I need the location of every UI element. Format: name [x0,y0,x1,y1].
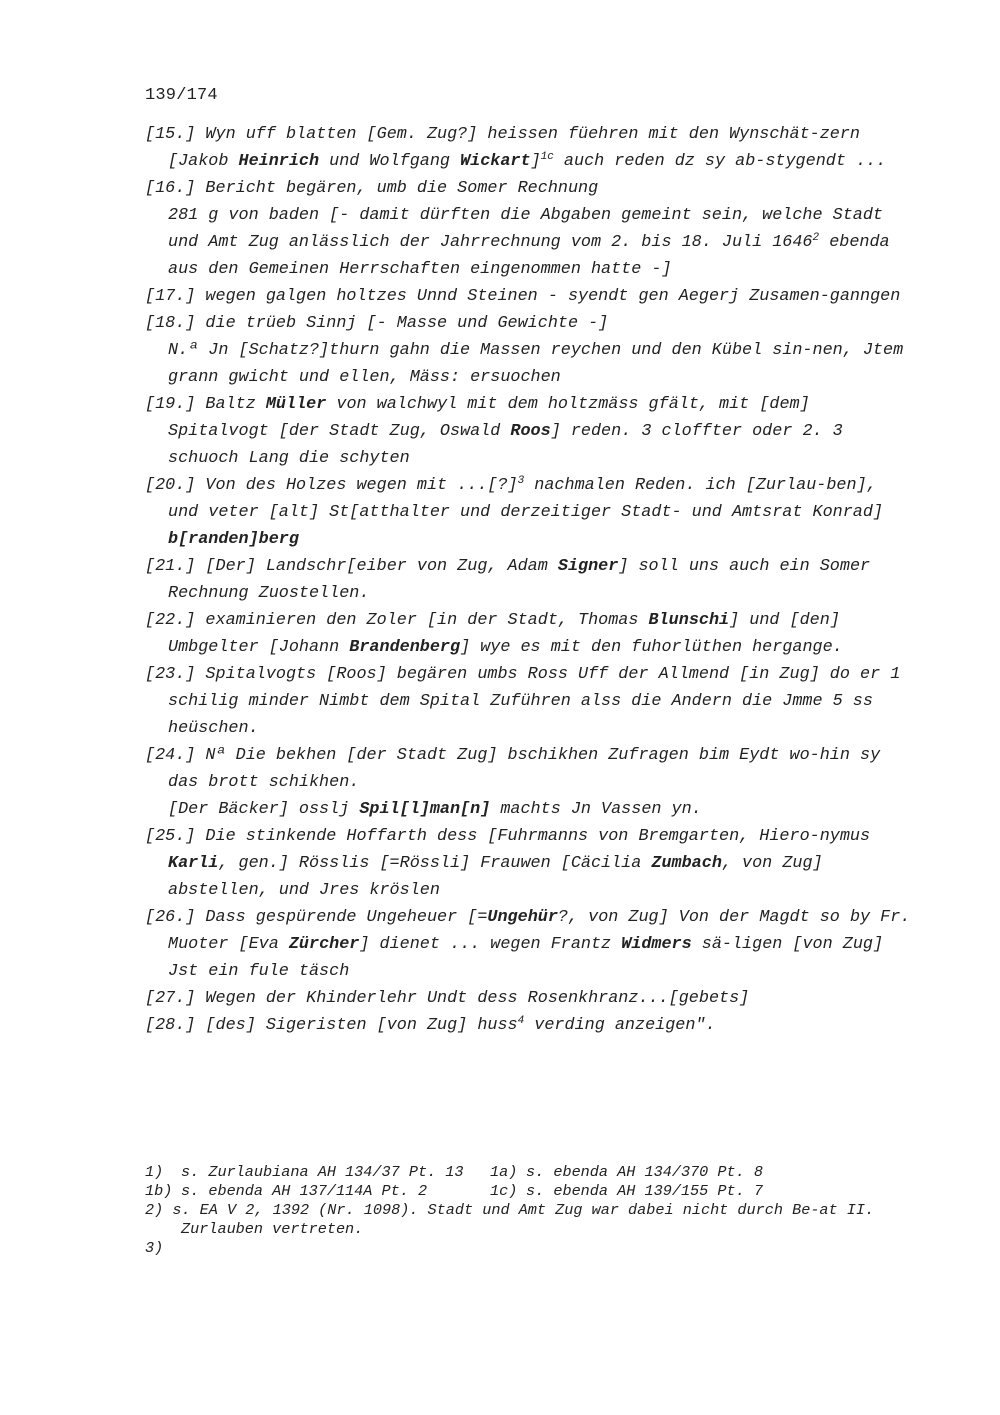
footnote-number: 1c) [490,1182,518,1200]
entry-text: [19.] Baltz [145,395,266,414]
entry-text: , von Zug] abstellen, und Jres kröslen [168,854,823,900]
entry-21 [145,553,915,607]
entry-text: ] [530,152,541,171]
entry-text: sä-ligen [von Zug] [691,935,884,954]
person-name: Blunschi [648,611,730,630]
person-name: Spil[l]man[n] [359,800,491,819]
person-name: Müller [265,395,327,414]
entry-text: ] und [den] Umbgelter [Johann [168,611,840,657]
footnote-text: s. Zurlaubiana AH 134/37 Pt. 13 [181,1163,464,1181]
footnote-text: s. ebenda AH 134/370 Pt. 8 [526,1163,763,1181]
entry-text: [22.] examinieren den Zoler [in der Stadt, Thomas [145,611,649,630]
entry-text: ] reden. 3 cloffter oder 2. 3 schuoch Lang die schyten [168,422,843,468]
entry-23 [145,661,915,742]
entry-18b [145,337,915,391]
footnote-2: 2) s. EA V 2, 1392 (Nr. 1098). Stadt und Amt Zug war dabei nicht durch Be-at II. Zurlauben vertreten. [145,1201,875,1238]
entry-27 [145,985,915,1012]
entry-text: [Der Bäcker] osslj [168,800,360,819]
document-body [145,121,915,1039]
entry-text: auch reden dz sy ab-stygendt ... [553,152,887,171]
entry-text: [18.] die trüeb Sinnj [- Masse und Gewichte -] [145,314,609,333]
entry-18 [145,310,915,337]
person-name: Signer [557,557,619,576]
person-name: Ungehür [487,908,558,927]
entry-text: machts Jn Vassen yn. [490,800,702,819]
entry-text: ebenda aus den Gemeinen Herrschaften eingenommen hatte -] [168,233,890,279]
person-name: b[randen]berg [168,530,299,549]
person-name: Brandenberg [349,638,461,657]
entry-25 [145,823,915,904]
entry-text: ?, von Zug] Von der Magdt so by Fr. Muoter [Eva [168,908,911,954]
entry-text: [15.] Wyn uff blatten [Gem. Zug?] heissen füehren mit den Wynschät-zern [Jakob [145,125,860,171]
person-name: Roos [510,422,551,441]
entry-text: [20.] Von des Holzes wegen mit ...[?] [145,476,518,495]
entry-22 [145,607,915,661]
entry-text: N.ª Jn [Schatz?]thurn gahn die Massen reychen und den Kübel sin-nen, Jtem grann gwicht und ellen, Mäss: ersuochen [168,341,904,387]
person-name: Zürcher [288,935,360,954]
entry-28 [145,1012,915,1039]
entry-text: [24.] Nª Die bekhen [der Stadt Zug] bschikhen Zufragen bim Eydt wo-hin sy das brott schikhen. [145,746,881,792]
entry-19 [145,391,915,472]
entry-text: [21.] [Der] Landschr[eiber von Zug, Adam [145,557,558,576]
footnote-row [145,1182,915,1201]
footnote-number: 1b) [145,1182,173,1200]
footnote-row [145,1163,915,1182]
footnote-ref: 2 [812,232,820,244]
entry-16b [145,202,915,283]
entry-text: verding anzeigen". [524,1016,716,1035]
entry-text: [16.] Bericht begären, umb die Somer Rechnung [145,179,599,198]
person-name: Zumbach [651,854,722,873]
entry-text: [17.] wegen galgen holtzes Unnd Steinen - syendt gen Aegerj Zusamen-ganngen [145,287,901,306]
person-name: Wickart [460,152,531,171]
entry-text: [26.] Dass gespürende Ungeheuer [= [145,908,488,927]
entry-text: [25.] Die stinkende Hoffarth dess [Fuhrmanns von Bremgarten, Hiero-nymus [145,827,871,846]
person-name: Karli [168,854,219,873]
entry-text: [23.] Spitalvogts [Roos] begären umbs Ross Uff der Allmend [in Zug] do er 1 schilig minder Nimbt dem Spital Zuführen alss die Andern die Jmme 5 ss heüschen. [145,665,901,738]
entry-text: nachmalen Reden. ich [Zurlau-ben], und veter [alt] St[atthalter und derzeitiger Stadt- und Amtsrat Konrad] [168,476,883,522]
person-name: Heinrich [238,152,320,171]
person-name: Widmers [621,935,692,954]
footnote-number: 1a) [490,1163,518,1181]
entry-20 [145,472,915,553]
entry-26 [145,904,915,958]
entry-text: Jst ein fule täsch [168,962,350,981]
footnote-ref: 1c [540,151,554,163]
footnote-ref: 4 [517,1015,525,1027]
entry-text: [27.] Wegen der Khinderlehr Undt dess Rosenkhranz...[gebets] [145,989,750,1008]
entry-text: 281 g von baden [- damit dürften die Abgaben gemeint sein, welche Stadt und Amt Zug anlässlich der Jahrrechnung vom 2. bis 18. Juli 1646 [168,206,883,252]
entry-17 [145,283,915,310]
entry-15 [145,121,915,175]
entry-26b [145,958,915,985]
entry-text: ] soll uns auch ein Somer Rechnung Zuostellen. [168,557,871,603]
entry-text: [28.] [des] Sigeristen [von Zug] huss [145,1016,518,1035]
entry-text: und Wolfgang [319,152,461,171]
entry-text: ] dienet ... wegen Frantz [359,935,622,954]
footnote-text: s. ebenda AH 139/155 Pt. 7 [526,1182,763,1200]
entry-16 [145,175,915,202]
entry-text: , gen.] Rösslis [=Rössli] Frauwen [Cäcilia [218,854,652,873]
page-number: 139/174 [145,86,218,105]
footnotes [145,1163,915,1258]
entry-24b [145,796,915,823]
entry-text: ] wye es mit den fuhorlüthen hergange. [460,638,843,657]
footnote-ref: 3 [517,475,525,487]
entry-text: von walchwyl mit dem holtzmäss gfält, mit [dem] Spitalvogt [der Stadt Zug, Oswald [168,395,810,441]
footnote-number: 1) [145,1163,164,1181]
footnote-3: 3) [145,1239,164,1257]
footnote-text: s. ebenda AH 137/114A Pt. 2 [181,1182,428,1200]
entry-24 [145,742,915,796]
